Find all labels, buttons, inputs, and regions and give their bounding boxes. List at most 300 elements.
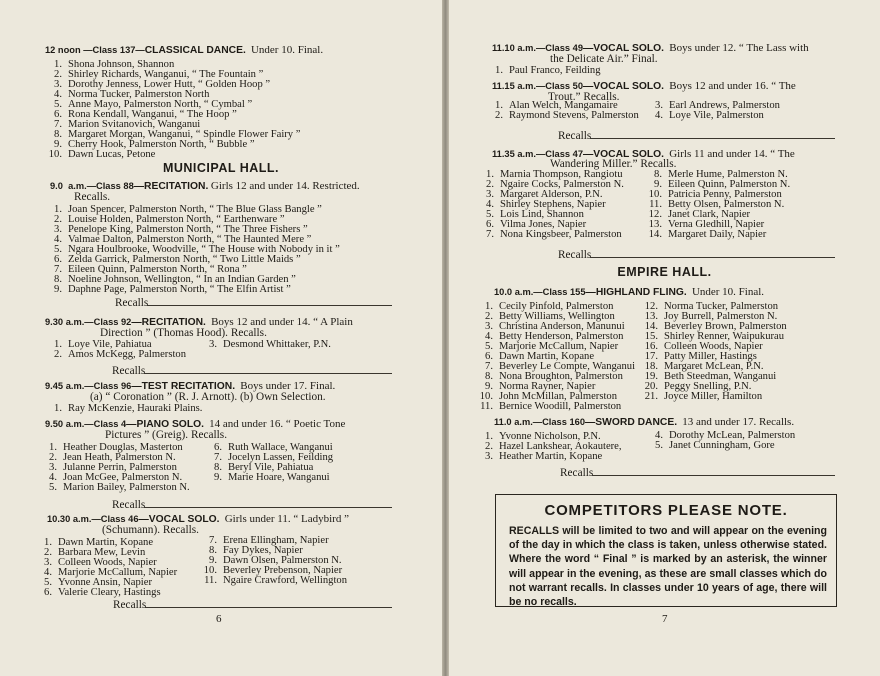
class-49-note: the Delicate Air.” Final. [550, 53, 658, 65]
entry-name: Fay Dykes, Napier [223, 545, 303, 557]
entry-name: Cecily Pinfold, Palmerston [499, 301, 614, 312]
entry-name: Shona Johnson, Shannon [68, 59, 175, 70]
entry-number: 9. [214, 472, 222, 484]
class-prefix: a.m.—Class [68, 181, 124, 191]
class-number: 46 [128, 514, 139, 524]
entry-number: 7. [486, 229, 494, 241]
session-time: 11.35 [492, 149, 515, 159]
class-title: —HIGHLAND FLING. [585, 287, 687, 298]
entry-name: Shirley Richards, Wanganui, “ The Fountain ” [68, 69, 264, 81]
class-88-note: Recalls. [74, 191, 111, 203]
entry [486, 66, 601, 76]
entry [200, 576, 347, 586]
class-4-note: Pictures ” (Greig). Recalls. [105, 429, 228, 441]
entry-number: 6. [54, 109, 62, 121]
recalls-line [592, 475, 835, 476]
entry-name: Betty Henderson, Palmerston [499, 331, 624, 343]
entry-number: 5. [655, 440, 663, 452]
entry-name: Dawn Martin, Kopane [58, 537, 154, 548]
class-4-entries-right [205, 443, 333, 483]
entry-name: Marnia Thompson, Rangiotu [500, 169, 623, 180]
book-gutter [442, 0, 449, 676]
entry-name: Ngaire Crawford, Wellington [223, 575, 347, 587]
entry-number: 4. [485, 331, 493, 343]
class-title: —VOCAL SOLO. [583, 43, 665, 54]
entry-name: Heather Douglas, Masterton [63, 442, 183, 453]
class-conditions: 13 and under 17. Recalls. [682, 416, 795, 428]
entry-name: Margaret Daily, Napier [668, 229, 767, 241]
entry-number: 3. [485, 451, 493, 463]
entry-name: Eileen Quinn, Palmerston North, “ Rona ” [68, 264, 247, 276]
class-title: —TEST RECITATION. [131, 381, 236, 392]
recalls-label: Recalls [558, 249, 592, 261]
entry-name: Betty Williams, Wellington [499, 311, 615, 323]
class-conditions: Under 10. Final. [250, 44, 324, 56]
entry-number: 3. [655, 100, 663, 111]
entry-name: John McMillan, Palmerston [499, 391, 617, 403]
class-prefix: a.m.—Class [72, 514, 129, 524]
entry-number: 5. [54, 99, 62, 111]
entry-number: 2. [54, 214, 62, 226]
entry-name: Margaret Morgan, Wanganui, “ Spindle Flower Fairy ” [68, 129, 301, 141]
entry-name: Marion Svitanovich, Wanganui [68, 119, 201, 131]
class-47-note: Wandering Miller.” Recalls. [550, 158, 677, 170]
entry-number: 5. [485, 341, 493, 353]
class-number: 92 [121, 317, 132, 327]
entry-number: 9. [54, 139, 62, 151]
entry-number: 1. [485, 301, 493, 312]
recalls-line [144, 373, 392, 374]
entry-number: 6. [54, 254, 62, 266]
entry-number: 20. [644, 381, 658, 393]
entry-number: 5. [44, 577, 52, 589]
entry-number: 3. [49, 462, 57, 474]
entry-number: 8. [214, 462, 222, 474]
entry-number: 7. [54, 264, 62, 276]
class-137-entries [45, 60, 300, 160]
class-46-entries-right [200, 536, 347, 586]
entry-number: 3. [54, 79, 62, 91]
entry [486, 111, 639, 121]
entry [45, 404, 202, 414]
entry-number: 10. [203, 565, 217, 577]
class-92-entries-right [200, 340, 331, 350]
entry-number: 1. [485, 431, 493, 442]
entry-name: Lois Lind, Shannon [500, 209, 584, 221]
entry-name: Beth Steedman, Wanganui [664, 371, 777, 383]
session-time: 9.50 [45, 419, 64, 429]
entry-name: Merle Hume, Palmerston N. [668, 169, 788, 180]
class-47-entries-right [645, 170, 790, 240]
entry-number: 13. [648, 219, 662, 231]
entry-number: 14. [648, 229, 662, 241]
entry-name: Anne Mayo, Palmerston North, “ Cymbal ” [68, 99, 253, 111]
entry-number: 2. [44, 547, 52, 559]
entry-name: Christina Anderson, Manunui [499, 321, 625, 333]
entry-name: Alan Welch, Mangamaire [509, 100, 618, 111]
entry-name: Loye Vile, Palmerston [669, 110, 764, 122]
entry-number: 3. [44, 557, 52, 569]
class-conditions: Boys 12 and under 16. “ The [669, 80, 796, 92]
recalls-label: Recalls [558, 130, 592, 142]
entry-number: 2. [495, 110, 503, 122]
class-47-entries-left [477, 170, 624, 240]
recalls-line [145, 607, 392, 608]
entry-name: Noeline Johnson, Wellington, “ In an Indian Garden ” [68, 274, 296, 286]
entry-name: Heather Martin, Kopane [499, 451, 603, 463]
entry-number: 9. [485, 381, 493, 393]
entry-name: Desmond Whittaker, P.N. [223, 339, 331, 350]
entry-name: Janet Cunningham, Gore [669, 440, 775, 452]
entry-number: 13. [644, 311, 658, 323]
entry-number: 7. [209, 535, 217, 546]
entry-number: 11. [480, 401, 493, 413]
class-92-note: Direction ” (Thomas Hood). Recalls. [100, 327, 267, 339]
class-number: 4 [121, 419, 127, 429]
entry-number: 3. [486, 189, 494, 201]
entry-name: Loye Vile, Pahiatua [68, 339, 152, 350]
entry-name: Joyce Miller, Hamilton [664, 391, 763, 403]
entry-number: 1. [486, 169, 494, 180]
entry [205, 473, 333, 483]
competitors-notice-box [495, 494, 837, 607]
entry-name: Colleen Woods, Napier [664, 341, 763, 353]
class-prefix: a.m.—Class [517, 149, 573, 159]
entry-number: 8. [654, 169, 662, 180]
entry-name: Beryl Vile, Pahiatua [228, 462, 314, 474]
entry-name: Vilma Jones, Napier [500, 219, 587, 231]
entry-name: Patty Miller, Hastings [664, 351, 757, 363]
entry-name: Ngaire Cocks, Palmerston N. [500, 179, 624, 191]
entry-name: Shirley Renner, Waipukurau [664, 331, 785, 343]
entry-number: 4. [49, 472, 57, 484]
entry [646, 111, 780, 121]
class-conditions: 14 and under 16. “ Poetic Tone [209, 418, 346, 430]
entry-name: Ray McKenzie, Hauraki Plains. [68, 403, 203, 414]
entry-name: Yvonne Nicholson, P.N. [499, 431, 601, 442]
session-time: 10.0 [494, 287, 513, 297]
entry-number: 10. [648, 189, 662, 201]
recalls-label: Recalls [112, 499, 146, 511]
entry-name: Valerie Cleary, Hastings [58, 587, 161, 599]
entry-name: Dawn Lucas, Petone [68, 149, 156, 161]
class-4-entries-left [40, 443, 190, 493]
entry-number: 11. [204, 575, 217, 587]
class-conditions: Girls under 11. “ Ladybird ” [224, 513, 349, 525]
class-number: 88 [123, 181, 134, 191]
entry-number: 4. [54, 89, 62, 101]
notice-title: COMPETITORS PLEASE NOTE. [544, 502, 788, 519]
class-prefix: a.m.—Class [517, 81, 573, 91]
entry-number: 4. [655, 110, 663, 122]
class-prefix: a.m.—Class [517, 43, 573, 53]
class-49-entries [486, 66, 601, 76]
entry-number: 15. [644, 331, 658, 343]
session-time: 11.10 [492, 43, 515, 53]
entry [646, 441, 795, 451]
recalls-line [590, 257, 835, 258]
entry-number: 12. [644, 301, 658, 312]
entry-number: 5. [49, 482, 57, 494]
entry-number: 1. [44, 537, 52, 548]
entry-name: Margaret McLean, P.N. [664, 361, 764, 373]
entry-number: 1. [49, 442, 57, 453]
entry-number: 11. [649, 199, 662, 211]
entry [476, 452, 622, 462]
entry-number: 16. [644, 341, 658, 353]
class-prefix: a.m.—Class [514, 287, 570, 297]
entry-name: Earl Andrews, Palmerston [669, 100, 780, 111]
entry-name: Patricia Penny, Palmerston [668, 189, 782, 201]
class-title: —SWORD DANCE. [585, 417, 678, 428]
entry-name: Colleen Woods, Napier [58, 557, 157, 569]
recalls-label: Recalls [560, 467, 594, 479]
entry [35, 588, 177, 598]
class-conditions: Boys under 17. Final. [240, 380, 336, 392]
entry [645, 230, 790, 240]
entry-number: 7. [54, 119, 62, 131]
entry-name: Julanne Perrin, Palmerston [63, 462, 177, 474]
recalls-line [590, 138, 835, 139]
entry-number: 2. [486, 179, 494, 191]
entry-number: 14. [644, 321, 658, 333]
class-number: 155 [570, 287, 586, 297]
entry-number: 9. [654, 179, 662, 191]
entry-number: 18. [644, 361, 658, 373]
class-50-entries-right [646, 101, 780, 121]
entry-number: 1. [495, 65, 503, 76]
session-time: 11.0 [494, 417, 512, 427]
entry-name: Dawn Olsen, Palmerston N. [223, 555, 342, 567]
class-88-entries [45, 205, 340, 295]
class-155-entries-left [476, 302, 635, 413]
class-prefix: a.m.—Class [65, 317, 121, 327]
entry-number: 4. [655, 430, 663, 441]
entry-name: Penelope King, Palmerston North, “ The Three Fishers ” [68, 224, 308, 236]
class-number: —Class 137— [83, 45, 145, 55]
class-number: 160 [569, 417, 585, 427]
entry-number: 4. [486, 199, 494, 211]
class-prefix: a.m.—Class [514, 417, 570, 427]
entry-name: Ngara Houlbrooke, Woodville, “ The House with Nobody in it ” [68, 244, 340, 256]
class-title: —RECITATION. [133, 181, 209, 192]
entry-name: Paul Franco, Feilding [509, 65, 601, 76]
entry-number: 3. [485, 321, 493, 333]
entry-name: Norma Tucker, Palmerston [664, 301, 779, 312]
entry-number: 2. [54, 349, 62, 361]
entry-number: 6. [44, 587, 52, 599]
class-96-entries [45, 404, 202, 414]
entry-number: 6. [214, 442, 222, 453]
entry-name: Norma Rayner, Napier [499, 381, 596, 393]
session-time: 11.15 [492, 81, 515, 91]
entry-number: 1. [54, 59, 62, 70]
entry [641, 392, 787, 402]
class-prefix: a.m.—Class [65, 419, 121, 429]
entry-number: 1. [495, 100, 503, 111]
municipal-hall-heading: MUNICIPAL HALL. [162, 161, 280, 175]
entry-number: 8. [209, 545, 217, 557]
entry-name: Valmae Dalton, Palmerston North, “ The Haunted Mere ” [68, 234, 312, 246]
entry-name: Beverley Le Compte, Wanganui [499, 361, 636, 373]
entry-number: 2. [49, 452, 57, 464]
class-number: 50 [572, 81, 583, 91]
entry-name: Amos McKegg, Palmerston [68, 349, 186, 361]
session-time: 9.0 [50, 181, 63, 191]
class-number: 96 [121, 381, 132, 391]
notice-body: RECALLS will be limited to two and will appear on the evening of the day in which the class is taken, unless otherwise stated. Where the word “ Final ” is marked by an asterisk, the winner will appear in the evening, as these are small classes which do not warrant recalls. In classes under 10 years of age, there will be no recalls. [509, 525, 827, 609]
class-160-entries-left [476, 432, 622, 462]
entry-number: 5. [54, 244, 62, 256]
class-conditions: Boys under 12. “ The Lass with [669, 42, 809, 54]
entry-name: Barbara Mew, Levin [58, 547, 146, 559]
class-title: —VOCAL SOLO. [583, 149, 665, 160]
empire-hall-heading: EMPIRE HALL. [617, 265, 712, 279]
entry-name: Raymond Stevens, Palmerston [509, 110, 639, 122]
entry-name: Beverley Prebenson, Napier [223, 565, 343, 577]
entry-name: Marie Hoare, Wanganui [228, 472, 330, 484]
entry [477, 230, 624, 240]
entry-name: Bernice Woodill, Palmerston [499, 401, 622, 413]
entry-number: 6. [485, 351, 493, 363]
class-conditions: Girls 11 and under 14. “ The [669, 148, 795, 160]
entry-name: Joan Spencer, Palmerston North, “ The Blue Glass Bangle ” [68, 204, 322, 215]
entry-number: 8. [54, 274, 62, 286]
class-title: —VOCAL SOLO. [583, 81, 665, 92]
recalls-label: Recalls [112, 365, 146, 377]
class-160-entries-right [646, 431, 795, 451]
class-155-entries-right [641, 302, 787, 402]
class-title: —VOCAL SOLO. [138, 514, 220, 525]
entry-number: 2. [485, 441, 493, 453]
entry-name: Nona Kingsbeer, Palmerston [500, 229, 622, 241]
recalls-line [144, 507, 392, 508]
entry [40, 483, 190, 493]
entry-name: Cherry Hook, Palmerston North, “ Bubble ” [68, 139, 255, 151]
entry-name: Peggy Snelling, P.N. [664, 381, 752, 393]
entry-number: 4. [54, 234, 62, 246]
entry-name: Nona Broughton, Palmerston [499, 371, 623, 383]
entry-name: Dawn Martin, Kopane [499, 351, 595, 363]
class-prefix: a.m.—Class [65, 381, 121, 391]
entry-number: 4. [44, 567, 52, 579]
entry-name: Beverley Brown, Palmerston [664, 321, 787, 333]
entry-name: Hazel Lankshear, Aokautere, [499, 441, 622, 453]
session-time: 10.30 [47, 514, 71, 524]
class-50-entries-left [486, 101, 639, 121]
class-title: CLASSICAL DANCE. [144, 45, 246, 56]
entry-name: Joy Burrell, Palmerston N. [664, 311, 778, 323]
entry-number: 7. [214, 452, 222, 464]
recalls-line [147, 305, 392, 306]
entry-name: Marjorie McCallum, Napier [58, 567, 178, 579]
entry-number: 17. [644, 351, 658, 363]
class-137-header [45, 45, 323, 56]
entry-name: Daphne Page, Palmerston North, “ The Elfin Artist ” [68, 284, 291, 296]
entry-name: Erena Ellingham, Napier [223, 535, 329, 546]
entry-number: 5. [486, 209, 494, 221]
class-50-header [492, 81, 796, 92]
entry [45, 350, 186, 360]
session-time: 9.30 [45, 317, 64, 327]
class-conditions: Boys 12 and under 14. “ A Plain [211, 316, 353, 328]
recalls-label: Recalls [113, 599, 147, 611]
entry-number: 21. [644, 391, 658, 403]
entry-number: 9. [54, 284, 62, 296]
class-title: —RECITATION. [131, 317, 206, 328]
entry-number: 7. [485, 361, 493, 373]
entry-name: Zelda Garrick, Palmerston North, “ Two Little Maids ” [68, 254, 301, 266]
class-50-note: Trout.” Recalls. [548, 91, 620, 103]
entry [45, 285, 340, 295]
entry-number: 2. [54, 69, 62, 81]
entry-number: 1. [54, 204, 62, 215]
entry-name: Marjorie McCallum, Napier [499, 341, 619, 353]
entry-number: 8. [54, 129, 62, 141]
entry [200, 340, 331, 350]
entry-number: 1. [54, 403, 62, 414]
entry-number: 9. [209, 555, 217, 567]
class-96-note: (a) “ Coronation ” (R. J. Arnott). (b) Own Selection. [90, 391, 326, 403]
entry-name: Marion Bailey, Palmerston N. [63, 482, 190, 494]
entry [476, 402, 635, 412]
entry-name: Dorothy McLean, Palmerston [669, 430, 796, 441]
entry-number: 12. [648, 209, 662, 221]
entry-name: Betty Olsen, Palmerston N. [668, 199, 785, 211]
entry-name: Jean Heath, Palmerston N. [63, 452, 176, 464]
entry-number: 1. [54, 339, 62, 350]
class-number: 47 [572, 149, 583, 159]
entry-number: 3. [54, 224, 62, 236]
entry-number: 19. [644, 371, 658, 383]
entry-number: 8. [485, 371, 493, 383]
entry-name: Margaret Alderson, P.N. [500, 189, 603, 201]
entry-name: Shirley Stephens, Napier [500, 199, 606, 211]
class-conditions: Under 10. Final. [691, 286, 765, 298]
page-number: 7 [662, 613, 668, 625]
entry-name: Joan McGee, Palmerston N. [63, 472, 183, 484]
entry-number: 2. [485, 311, 493, 323]
class-title: —PIANO SOLO. [126, 419, 204, 430]
entry [45, 150, 300, 160]
class-46-entries-left [35, 538, 177, 598]
class-92-entries-left [45, 340, 186, 360]
class-number: 49 [572, 43, 583, 53]
entry-name: Janet Clark, Napier [668, 209, 751, 221]
entry-name: Dorothy Jenness, Lower Hutt, “ Golden Hoop ” [68, 79, 271, 91]
entry-number: 10. [479, 391, 493, 403]
entry-name: Rona Kendall, Wanganui, “ The Hoop ” [68, 109, 237, 121]
entry-name: Yvonne Ansin, Napier [58, 577, 152, 589]
entry-name: Norma Tucker, Palmerston North [68, 89, 210, 101]
entry-number: 3. [209, 339, 217, 350]
class-160-header [494, 417, 794, 428]
entry-name: Verna Gledhill, Napier [668, 219, 765, 231]
entry-name: Eileen Quinn, Palmerston N. [668, 179, 791, 191]
session-time: 12 noon [45, 45, 81, 55]
entry-name: Ruth Wallace, Wanganui [228, 442, 333, 453]
recalls-label: Recalls [115, 297, 149, 309]
class-conditions: Girls 12 and under 14. Restricted. [210, 180, 360, 192]
page-number: 6 [216, 613, 222, 625]
entry-name: Jocelyn Lassen, Feilding [228, 452, 334, 464]
entry-number: 6. [486, 219, 494, 231]
entry-name: Louise Holden, Palmerston North, “ Earthenware ” [68, 214, 285, 226]
class-46-note: (Schumann). Recalls. [102, 524, 199, 536]
entry-number: 10. [48, 149, 62, 161]
session-time: 9.45 [45, 381, 64, 391]
class-155-header [494, 287, 764, 298]
